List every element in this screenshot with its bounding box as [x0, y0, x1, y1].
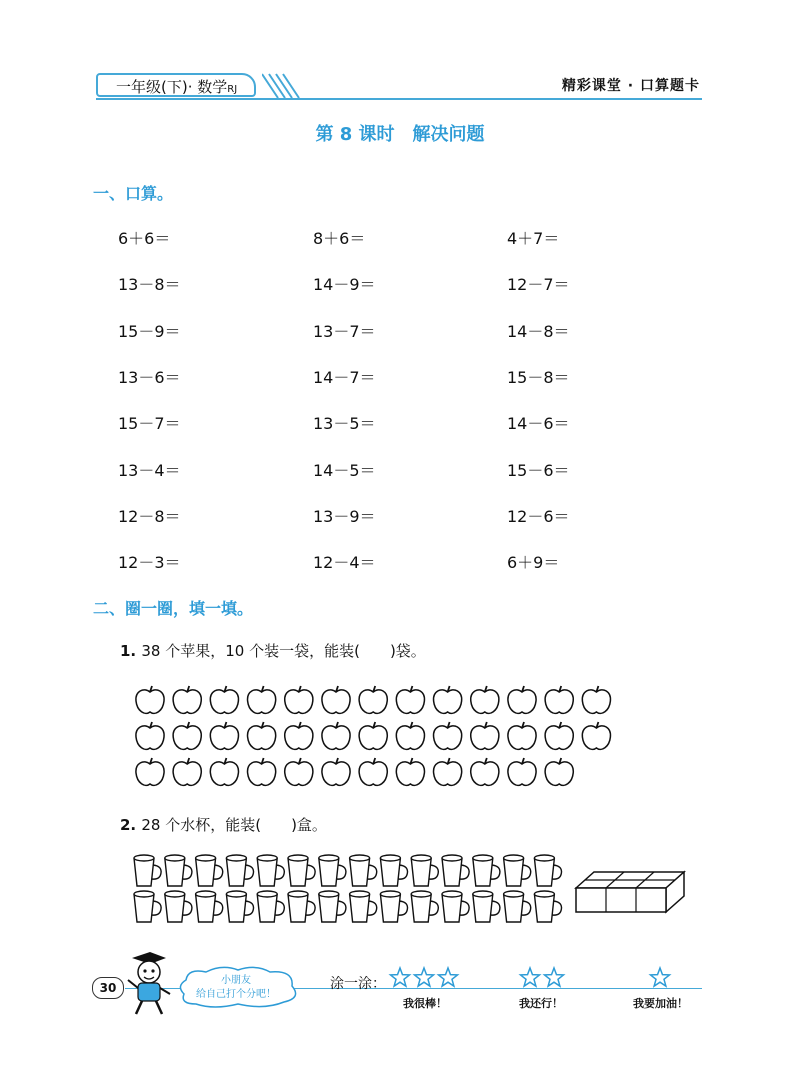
star-icon[interactable] — [414, 968, 433, 986]
two-stars-icon[interactable] — [518, 966, 566, 990]
question-2-number: 2. — [120, 816, 137, 834]
cup-icon — [196, 855, 223, 886]
star-icon[interactable] — [650, 968, 669, 986]
apple-icon — [545, 758, 573, 785]
cup-icon — [473, 891, 500, 922]
cup-icon — [319, 891, 346, 922]
apple-icon — [359, 758, 387, 785]
apple-icon — [136, 722, 164, 749]
problem-item: 4＋7＝ — [507, 229, 560, 248]
section1-heading: 一、口算。 — [93, 184, 174, 203]
question-1 — [120, 640, 426, 661]
problem-item: 15－7＝ — [118, 414, 181, 434]
apple-icon — [322, 722, 350, 749]
cup-icon — [165, 855, 192, 886]
apple-icon — [471, 686, 499, 713]
section2-heading: 二、圈一圈，填一填。 — [93, 599, 254, 618]
apple-icon — [396, 722, 424, 749]
cup-icon — [196, 891, 223, 922]
brand-label: 精彩课堂 · 口算题卡 — [561, 78, 700, 94]
edition-text: RJ — [227, 84, 238, 95]
apple-icon — [545, 686, 573, 713]
apple-icon — [210, 722, 238, 749]
rating-great: 我很棒！ — [403, 997, 447, 1010]
apple-icon — [248, 722, 276, 749]
cup-icon — [257, 855, 284, 886]
cup-icon — [534, 855, 561, 886]
apple-icon — [322, 686, 350, 713]
problem-item: 14－5＝ — [313, 460, 376, 480]
apple-icon — [396, 758, 424, 785]
apple-icon — [396, 686, 424, 713]
cup-icon — [350, 891, 377, 922]
apple-icon — [136, 758, 164, 785]
apple-icon — [136, 686, 164, 713]
apple-icon — [582, 722, 610, 749]
cup-icon — [442, 855, 469, 886]
cloud-text-1: 小朋友 — [221, 975, 251, 986]
cup-icon — [288, 855, 315, 886]
cup-icon — [319, 855, 346, 886]
problem-item: 13－4＝ — [118, 460, 181, 480]
apple-icon — [248, 758, 276, 785]
cups-illustration — [130, 852, 570, 930]
problem-item: 6＋6＝ — [118, 229, 171, 248]
cup-icon — [288, 891, 315, 922]
problem-item: 12－6＝ — [507, 506, 570, 526]
box-illustration — [572, 866, 690, 916]
problem-item: 14－6＝ — [507, 414, 570, 434]
cup-icon — [226, 891, 253, 922]
cup-icon — [411, 855, 438, 886]
problem-item: 13－8＝ — [118, 275, 181, 295]
problem-item: 13－6＝ — [118, 367, 181, 387]
star-icon[interactable] — [438, 968, 457, 986]
apple-icon — [359, 722, 387, 749]
grade-label — [96, 73, 256, 97]
question-2-text: 28 个水杯，能装( )盒。 — [141, 816, 327, 834]
problem-item: 12－7＝ — [507, 275, 570, 295]
cup-icon — [442, 891, 469, 922]
apple-icon — [285, 686, 313, 713]
question-1-number: 1. — [120, 642, 137, 660]
problem-item: 12－4＝ — [313, 553, 376, 573]
problem-item: 13－5＝ — [313, 414, 376, 434]
question-1-text: 38 个苹果，10 个装一袋，能装( )袋。 — [141, 642, 426, 660]
apple-icon — [434, 758, 462, 785]
apple-icon — [285, 722, 313, 749]
apples-illustration — [130, 680, 620, 792]
apple-icon — [471, 758, 499, 785]
three-stars-icon[interactable] — [388, 966, 460, 990]
star-icon[interactable] — [390, 968, 409, 986]
apple-icon — [434, 722, 462, 749]
apple-icon — [434, 686, 462, 713]
cup-icon — [473, 855, 500, 886]
question-2 — [120, 814, 327, 835]
cup-icon — [134, 891, 161, 922]
apple-icon — [285, 758, 313, 785]
apple-icon — [248, 686, 276, 713]
cup-icon — [534, 891, 561, 922]
problem-item: 13－7＝ — [313, 321, 376, 341]
cup-icon — [257, 891, 284, 922]
apple-icon — [359, 686, 387, 713]
cup-icon — [350, 855, 377, 886]
star-icon[interactable] — [544, 968, 563, 986]
problem-item: 13－9＝ — [313, 506, 376, 526]
cup-icon — [380, 855, 407, 886]
problem-item: 15－9＝ — [118, 321, 181, 341]
header-stripes-decoration — [262, 72, 302, 100]
cup-icon — [411, 891, 438, 922]
problem-item: 14－9＝ — [313, 275, 376, 295]
apple-icon — [471, 722, 499, 749]
apple-icon — [508, 722, 536, 749]
cup-icon — [165, 891, 192, 922]
cup-icon — [134, 855, 161, 886]
apple-icon — [210, 686, 238, 713]
apple-icon — [210, 758, 238, 785]
apple-icon — [545, 722, 573, 749]
apple-icon — [508, 758, 536, 785]
student-mascot-icon — [120, 950, 175, 1018]
star-icon[interactable] — [520, 968, 539, 986]
apple-icon — [173, 722, 201, 749]
cup-icon — [504, 855, 531, 886]
lesson-title: 第 8 课时 解决问题 — [315, 124, 485, 145]
problem-item: 12－3＝ — [118, 553, 181, 573]
problem-item: 15－8＝ — [507, 367, 570, 387]
problem-item: 12－8＝ — [118, 506, 181, 526]
grade-text: 一年级(下)· 数学 — [116, 78, 228, 96]
cup-icon — [380, 891, 407, 922]
apple-icon — [173, 758, 201, 785]
speech-cloud — [174, 964, 304, 1008]
paint-label: 涂一涂： — [330, 976, 386, 992]
header-rule — [96, 98, 702, 100]
apple-icon — [582, 686, 610, 713]
cup-icon — [226, 855, 253, 886]
problem-item: 8＋6＝ — [313, 229, 366, 248]
rating-ok: 我还行！ — [519, 997, 563, 1010]
one-star-icon[interactable] — [648, 966, 672, 990]
apple-icon — [508, 686, 536, 713]
problem-item: 15－6＝ — [507, 460, 570, 480]
problem-item: 14－8＝ — [507, 321, 570, 341]
cup-icon — [504, 891, 531, 922]
cloud-text-2: 给自己打个分吧！ — [196, 989, 276, 1000]
rating-try-harder: 我要加油！ — [633, 997, 688, 1010]
apple-icon — [173, 686, 201, 713]
problem-item: 6＋9＝ — [507, 553, 560, 573]
apple-icon — [322, 758, 350, 785]
problem-item: 14－7＝ — [313, 367, 376, 387]
page-number: 30 — [92, 977, 124, 999]
